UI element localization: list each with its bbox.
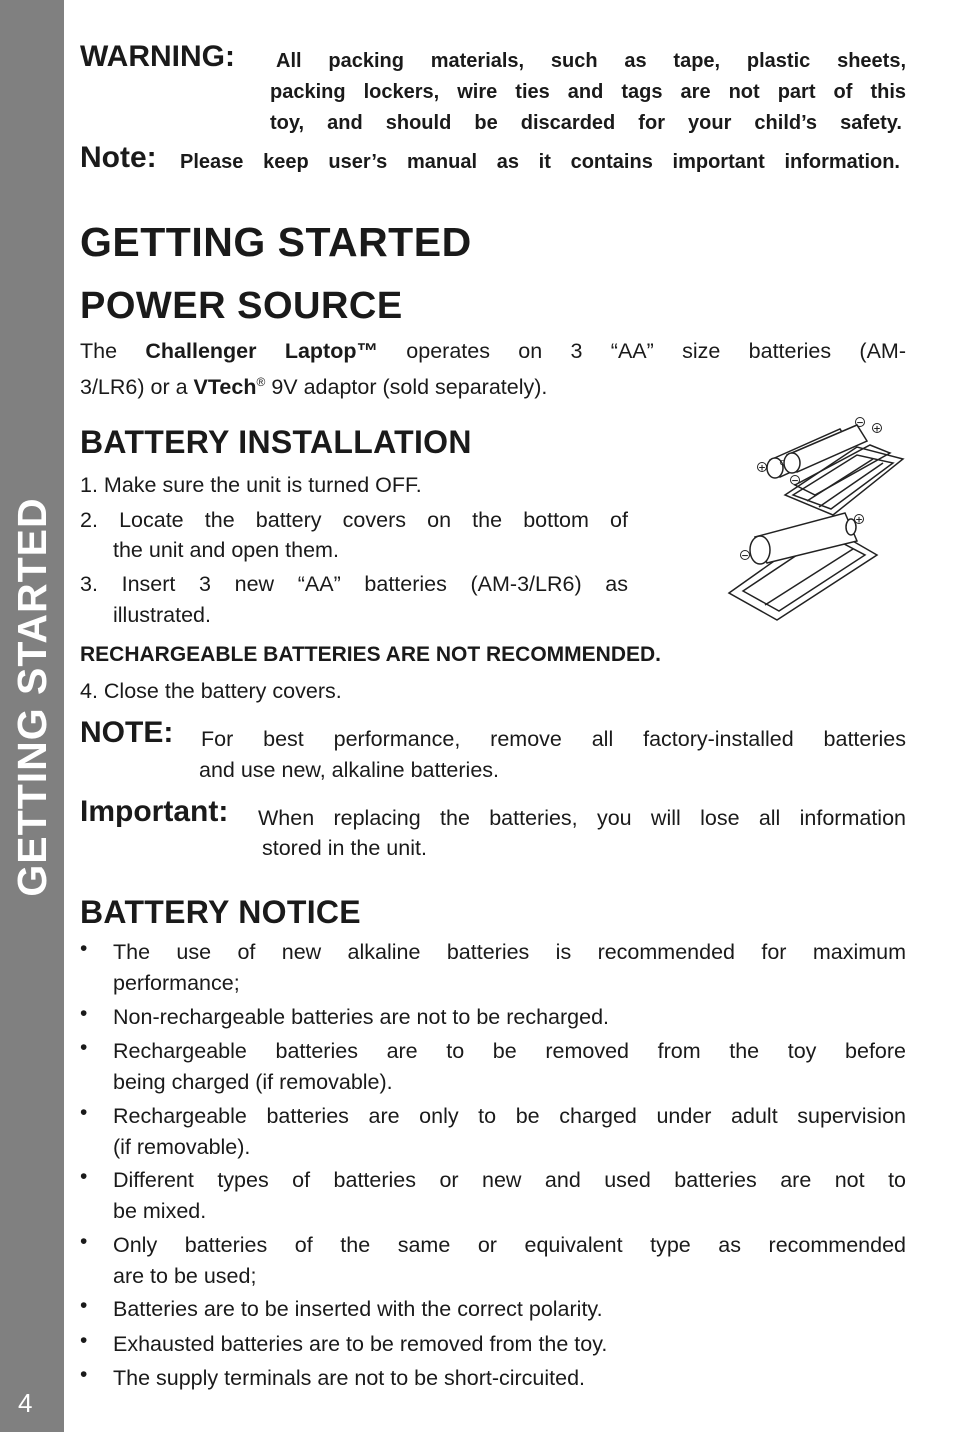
notice-item-line-1: Rechargeable batteries are only to be charged under adult supervision [113,1104,906,1128]
notice-item [80,1294,906,1324]
registered-mark: ® [256,375,266,389]
notice-item-line-2: be mixed. [113,1198,207,1223]
power-source-text: 9V adaptor (sold separately). [271,375,548,400]
bullet: • [80,1329,88,1352]
notice-item [80,1230,906,1290]
step-3-line-1: 3. Insert 3 new “AA” batteries (AM-3/LR6) as [80,572,628,596]
brand-name: VTech [193,375,257,400]
notice-item [80,937,906,997]
notice-item [80,1329,906,1359]
power-source-text: 3/LR6) or a [80,375,188,400]
note-text: Please keep user’s manual as it contains important information. [180,151,900,173]
notice-item-line-2: being charged (if removable). [113,1069,393,1094]
battery-notice-heading: BATTERY NOTICE [80,894,361,930]
notice-item-line-2: performance; [113,970,240,995]
battery-installation-heading: BATTERY INSTALLATION [80,424,472,460]
bullet: • [80,1036,88,1059]
minus-sign: − [741,551,749,562]
plus-sign: + [855,515,863,526]
power-source-text: The [80,339,118,363]
notice-item-line-1: Exhausted batteries are to be removed from the toy. [113,1332,608,1356]
notice-item [80,1002,906,1032]
important-label: Important: [80,795,229,828]
minus-sign: − [856,418,864,429]
notice-item-line-1: Only batteries of the same or equivalent type as recommended [113,1233,906,1257]
step-4: 4. Close the battery covers. [80,679,342,703]
power-source-line-1 [80,336,906,367]
power-source-text: operates on 3 “AA” size batteries (AM- [406,339,906,363]
notice-item [80,1165,906,1225]
power-source-line-2 [80,367,547,403]
important-line-2: stored in the unit. [262,836,427,860]
bullet: • [80,1363,88,1386]
step-2-line-2: the unit and open them. [113,538,339,562]
notice-item-line-1: Non-rechargeable batteries are not to be recharged. [113,1005,610,1029]
notice-item-line-1: The supply terminals are not to be short-circuited. [113,1366,586,1390]
plus-sign: + [758,463,766,474]
side-tab [0,0,64,1432]
step-2-line-1: 2. Locate the battery covers on the bottom of [80,508,628,532]
page-number: 4 [18,1388,33,1418]
notice-item-line-2: (if removable). [113,1134,251,1159]
notice-item-line-1: Batteries are to be inserted with the correct polarity. [113,1297,603,1321]
notice-item-line-1: The use of new alkaline batteries is recommended for maximum [113,940,906,964]
bullet: • [80,1002,88,1025]
power-source-heading: POWER SOURCE [80,285,403,327]
product-name: Challenger Laptop™ [145,339,378,363]
note-perf-label: NOTE: [80,716,174,749]
step-3-line-2: illustrated. [113,603,211,627]
note-perf-line-1: For best performance, remove all factory-installed batteries [201,727,906,751]
bullet: • [80,937,88,960]
notice-item-line-2: are to be used; [113,1263,257,1288]
notice-item-line-1: Different types of batteries or new and used batteries are not to [113,1168,906,1192]
bullet: • [80,1294,88,1317]
side-tab-title: GETTING STARTED [9,497,55,897]
notice-item [80,1101,906,1161]
rechargeable-warning: RECHARGEABLE BATTERIES ARE NOT RECOMMENDED. [80,643,662,666]
bullet: • [80,1101,88,1124]
notice-item [80,1036,906,1096]
battery-installation-illustration [645,415,907,625]
note-perf-line-2: and use new, alkaline batteries. [199,758,500,782]
plus-sign: + [873,424,881,435]
notice-item-line-1: Rechargeable batteries are to be removed from the toy before [113,1039,906,1063]
important-line-1: When replacing the batteries, you will lose all information [258,806,906,830]
warning-label: WARNING: [80,40,235,73]
warning-line-3: toy, and should be discarded for your child’s safety. [270,112,902,134]
note-label: Note: [80,141,157,174]
page-title: GETTING STARTED [80,219,472,265]
step-1: 1. Make sure the unit is turned OFF. [80,473,422,497]
cell-mark: C [779,459,785,467]
minus-sign: − [791,476,799,487]
warning-line-2: packing lockers, wire ties and tags are not part of this [270,81,906,103]
bullet: • [80,1165,88,1188]
bullet: • [80,1230,88,1253]
notice-item [80,1363,906,1393]
warning-line-1: All packing materials, such as tape, plastic sheets, [276,50,906,72]
